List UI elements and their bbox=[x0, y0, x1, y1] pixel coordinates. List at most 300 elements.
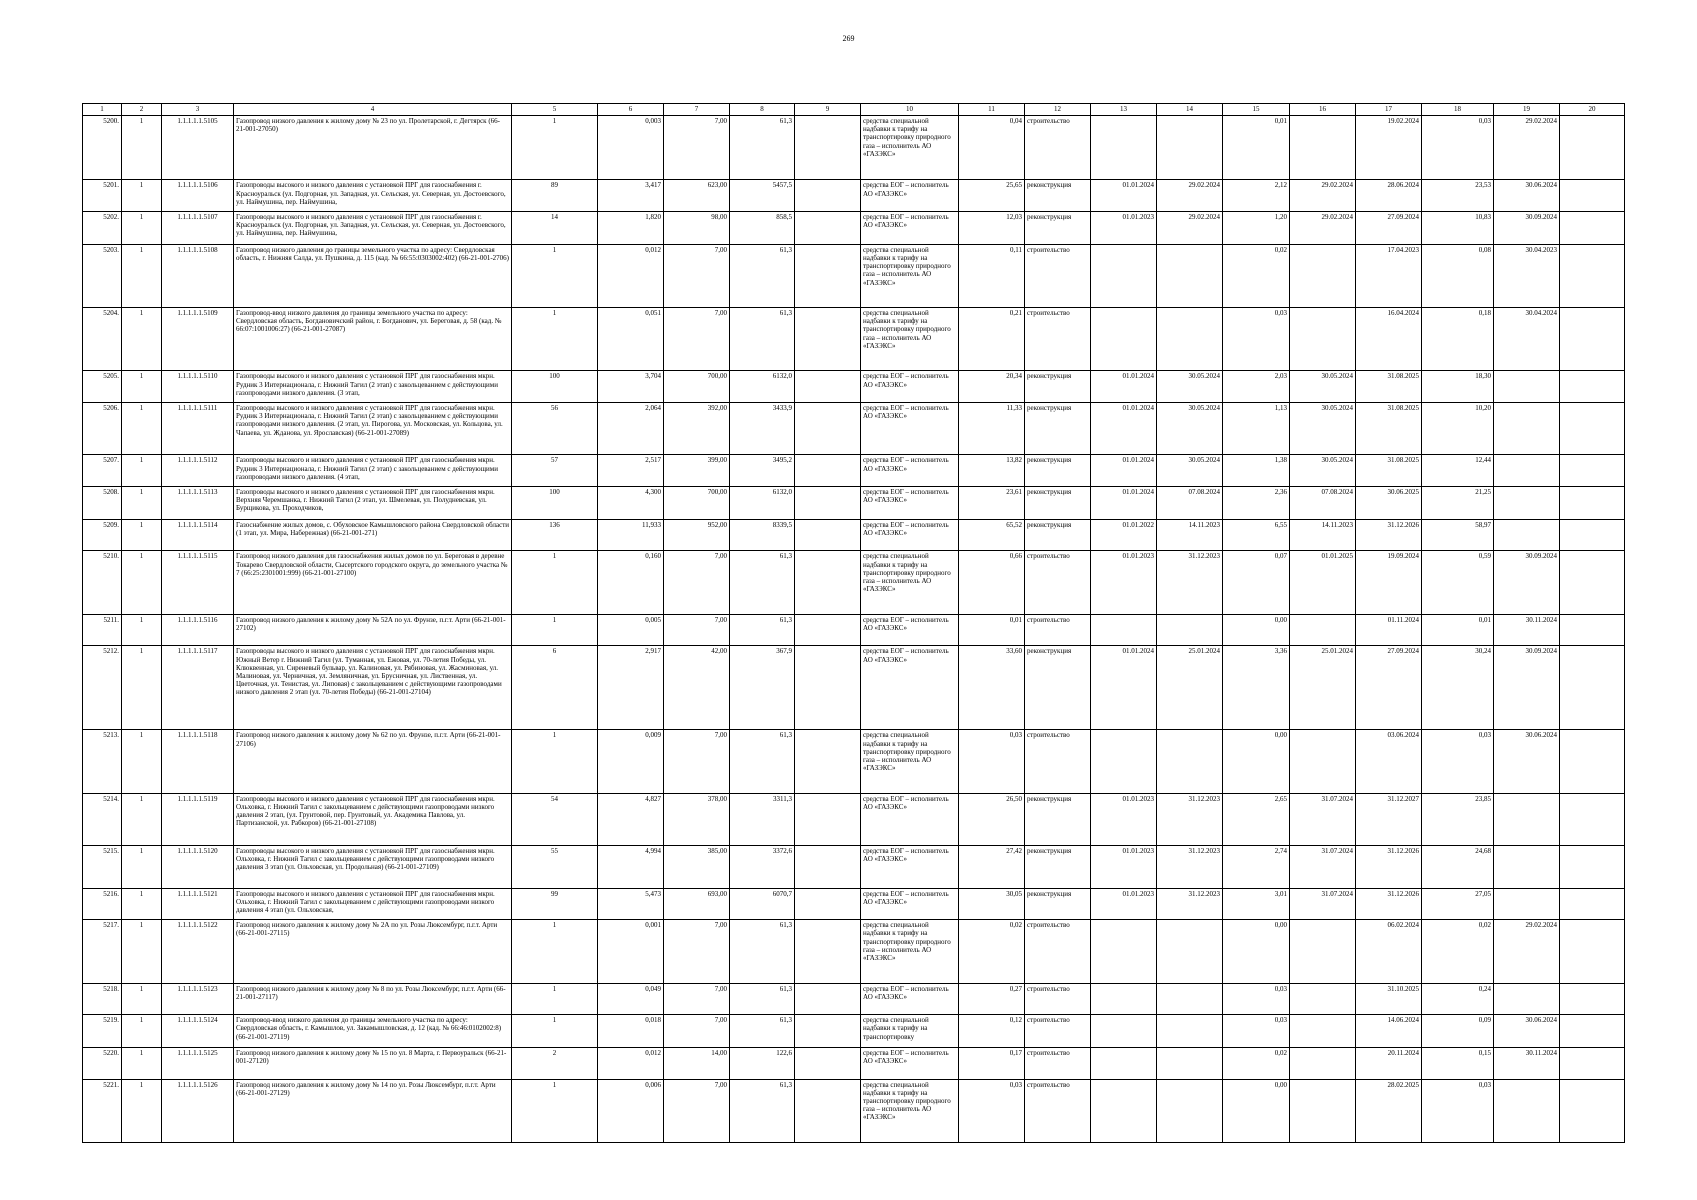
cell-col5: 56 bbox=[512, 403, 598, 455]
object-code: 1.1.1.1.1.5119 bbox=[162, 793, 234, 845]
end-date bbox=[1157, 920, 1223, 983]
cell-col5: 99 bbox=[512, 888, 598, 920]
cell-col20 bbox=[1560, 1047, 1625, 1079]
table-row bbox=[83, 180, 1625, 212]
table-row bbox=[83, 403, 1625, 455]
row-number: 5200. bbox=[83, 116, 122, 180]
cell-col2: 1 bbox=[122, 846, 162, 889]
object-name: Газопровод-ввод низкого давления до границы земельного участка по адресу: Свердловская область, г. Камышлов, ул. Закамышловская, д. 12 (кад. № 66:46:0102002:8) (66-21-001-27119) bbox=[234, 1015, 512, 1048]
cell-col18: 23,53 bbox=[1422, 180, 1494, 212]
cell-col6: 1,820 bbox=[598, 212, 664, 245]
end-date: 30.05.2024 bbox=[1157, 371, 1223, 403]
cell-col17: 31.08.2025 bbox=[1356, 371, 1422, 403]
cell-col20 bbox=[1560, 646, 1625, 730]
work-type: строительство bbox=[1025, 116, 1091, 180]
funding-source: средства специальной надбавки к тарифу на транспортировку bbox=[861, 1015, 959, 1048]
object-name: Газопроводы высокого и низкого давления с установкой ПРГ для газоснабжения мкрн. Верхняя Черемшанка, г. Нижний Тагил (2 этап, ул. Шмелевая, ул. Полудневская, ул. Бурщикова, ул. Проходчиков, bbox=[234, 487, 512, 520]
table-row bbox=[83, 920, 1625, 983]
cell-col15: 0,03 bbox=[1223, 308, 1290, 371]
table-row bbox=[83, 1015, 1625, 1048]
cell-col9 bbox=[795, 983, 861, 1015]
funding-source: средства специальной надбавки к тарифу на транспортировку природного газа – исполнитель АО «ГАЗЭКС» bbox=[861, 1079, 959, 1142]
cell-col11: 0,12 bbox=[959, 1015, 1025, 1048]
column-number: 16 bbox=[1290, 104, 1356, 116]
cell-col11: 0,04 bbox=[959, 116, 1025, 180]
column-number: 3 bbox=[162, 104, 234, 116]
row-number: 5213. bbox=[83, 730, 122, 793]
cell-col17: 30.06.2025 bbox=[1356, 487, 1422, 520]
cell-col7: 392,00 bbox=[664, 403, 730, 455]
table-row bbox=[83, 308, 1625, 371]
cell-col19: 30.06.2024 bbox=[1494, 180, 1560, 212]
cell-col2: 1 bbox=[122, 920, 162, 983]
cell-col9 bbox=[795, 614, 861, 646]
cell-col5: 1 bbox=[512, 614, 598, 646]
object-code: 1.1.1.1.1.5114 bbox=[162, 519, 234, 551]
cell-col18: 0,24 bbox=[1422, 983, 1494, 1015]
column-number: 14 bbox=[1157, 104, 1223, 116]
start-date: 01.01.2024 bbox=[1091, 403, 1157, 455]
cell-col7: 700,00 bbox=[664, 371, 730, 403]
cell-col2: 1 bbox=[122, 1015, 162, 1048]
row-number: 5208. bbox=[83, 487, 122, 520]
row-number: 5203. bbox=[83, 244, 122, 307]
column-number: 20 bbox=[1560, 104, 1625, 116]
table-row bbox=[83, 793, 1625, 845]
cell-col17: 01.11.2024 bbox=[1356, 614, 1422, 646]
cell-col16: 01.01.2025 bbox=[1290, 551, 1356, 614]
cell-col11: 0,27 bbox=[959, 983, 1025, 1015]
cell-col9 bbox=[795, 1047, 861, 1079]
cell-col8: 5457,5 bbox=[730, 180, 795, 212]
cell-col8: 61,3 bbox=[730, 308, 795, 371]
start-date: 01.01.2023 bbox=[1091, 846, 1157, 889]
column-number: 5 bbox=[512, 104, 598, 116]
cell-col7: 385,00 bbox=[664, 846, 730, 889]
cell-col19 bbox=[1494, 888, 1560, 920]
cell-col8: 367,9 bbox=[730, 646, 795, 730]
cell-col2: 1 bbox=[122, 212, 162, 245]
funding-source: средства специальной надбавки к тарифу на транспортировку природного газа – исполнитель АО «ГАЗЭКС» bbox=[861, 730, 959, 793]
row-number: 5221. bbox=[83, 1079, 122, 1142]
funding-source: средства специальной надбавки к тарифу на транспортировку природного газа – исполнитель АО «ГАЗЭКС» bbox=[861, 920, 959, 983]
cell-col11: 0,11 bbox=[959, 244, 1025, 307]
cell-col15: 0,02 bbox=[1223, 1047, 1290, 1079]
cell-col8: 61,3 bbox=[730, 730, 795, 793]
cell-col11: 0,01 bbox=[959, 614, 1025, 646]
work-type: реконструкция bbox=[1025, 793, 1091, 845]
cell-col20 bbox=[1560, 920, 1625, 983]
cell-col20 bbox=[1560, 793, 1625, 845]
cell-col15: 0,07 bbox=[1223, 551, 1290, 614]
end-date bbox=[1157, 730, 1223, 793]
cell-col5: 1 bbox=[512, 244, 598, 307]
cell-col20 bbox=[1560, 519, 1625, 551]
cell-col18: 0,03 bbox=[1422, 730, 1494, 793]
cell-col6: 3,417 bbox=[598, 180, 664, 212]
end-date: 31.12.2023 bbox=[1157, 551, 1223, 614]
object-code: 1.1.1.1.1.5117 bbox=[162, 646, 234, 730]
row-number: 5209. bbox=[83, 519, 122, 551]
cell-col16: 30.05.2024 bbox=[1290, 371, 1356, 403]
cell-col7: 7,00 bbox=[664, 1079, 730, 1142]
cell-col11: 26,50 bbox=[959, 793, 1025, 845]
cell-col20 bbox=[1560, 730, 1625, 793]
cell-col18: 12,44 bbox=[1422, 455, 1494, 487]
object-name: Газопровод-ввод низкого давления до границы земельного участка по адресу: Свердловская область, Богдановичский район, г. Богданович, ул. Береговая, д. 58 (кад. № 66:07:1001006:27) (66-21-001-27087) bbox=[234, 308, 512, 371]
cell-col6: 4,994 bbox=[598, 846, 664, 889]
table-row bbox=[83, 244, 1625, 307]
start-date bbox=[1091, 1047, 1157, 1079]
cell-col6: 3,704 bbox=[598, 371, 664, 403]
cell-col19: 30.04.2023 bbox=[1494, 244, 1560, 307]
cell-col6: 0,051 bbox=[598, 308, 664, 371]
cell-col6: 2,517 bbox=[598, 455, 664, 487]
cell-col18: 0,01 bbox=[1422, 614, 1494, 646]
cell-col9 bbox=[795, 730, 861, 793]
cell-col18: 23,85 bbox=[1422, 793, 1494, 845]
column-number-row bbox=[83, 104, 1625, 116]
cell-col5: 57 bbox=[512, 455, 598, 487]
cell-col19: 29.02.2024 bbox=[1494, 920, 1560, 983]
cell-col18: 30,24 bbox=[1422, 646, 1494, 730]
cell-col5: 1 bbox=[512, 1079, 598, 1142]
cell-col6: 0,012 bbox=[598, 244, 664, 307]
cell-col8: 61,3 bbox=[730, 116, 795, 180]
cell-col15: 0,00 bbox=[1223, 730, 1290, 793]
end-date: 30.05.2024 bbox=[1157, 455, 1223, 487]
cell-col15: 1,20 bbox=[1223, 212, 1290, 245]
cell-col2: 1 bbox=[122, 308, 162, 371]
cell-col7: 7,00 bbox=[664, 244, 730, 307]
cell-col2: 1 bbox=[122, 371, 162, 403]
funding-source: средства ЕОГ – исполнитель АО «ГАЗЭКС» bbox=[861, 1047, 959, 1079]
cell-col7: 7,00 bbox=[664, 551, 730, 614]
cell-col7: 7,00 bbox=[664, 1015, 730, 1048]
object-code: 1.1.1.1.1.5110 bbox=[162, 371, 234, 403]
cell-col11: 30,05 bbox=[959, 888, 1025, 920]
object-name: Газопроводы высокого и низкого давления с установкой ПРГ для газоснабжения мкрн. Рудник 3 Интернационала, г. Нижний Тагил (2 этап) с закольцеванием с действующими газопроводами низкого давления. (4 этап, bbox=[234, 455, 512, 487]
work-type: реконструкция bbox=[1025, 846, 1091, 889]
funding-source: средства ЕОГ – исполнитель АО «ГАЗЭКС» bbox=[861, 371, 959, 403]
object-code: 1.1.1.1.1.5106 bbox=[162, 180, 234, 212]
table-row bbox=[83, 371, 1625, 403]
cell-col18: 0,59 bbox=[1422, 551, 1494, 614]
cell-col11: 33,60 bbox=[959, 646, 1025, 730]
cell-col19 bbox=[1494, 487, 1560, 520]
cell-col20 bbox=[1560, 614, 1625, 646]
cell-col8: 61,3 bbox=[730, 983, 795, 1015]
cell-col5: 54 bbox=[512, 793, 598, 845]
object-name: Газопроводы высокого и низкого давления с установкой ПРГ для газоснабжения мкрн. Рудник 3 Интернационала, г. Нижний Тагил (2 этап) с закольцеванием с действующими газопроводами низкого давления. (2 этап, ул. Пирогова, ул. Московская, ул. Кольцова, ул. Чапаева, ул. Жданова, ул. Ярославская) (66-21-001-27089) bbox=[234, 403, 512, 455]
cell-col2: 1 bbox=[122, 1047, 162, 1079]
cell-col20 bbox=[1560, 1015, 1625, 1048]
cell-col15: 0,02 bbox=[1223, 244, 1290, 307]
cell-col18: 10,83 bbox=[1422, 212, 1494, 245]
start-date bbox=[1091, 308, 1157, 371]
cell-col9 bbox=[795, 244, 861, 307]
cell-col11: 25,65 bbox=[959, 180, 1025, 212]
cell-col20 bbox=[1560, 212, 1625, 245]
cell-col19 bbox=[1494, 455, 1560, 487]
object-code: 1.1.1.1.1.5121 bbox=[162, 888, 234, 920]
cell-col5: 6 bbox=[512, 646, 598, 730]
table-row bbox=[83, 1079, 1625, 1142]
cell-col17: 31.12.2026 bbox=[1356, 519, 1422, 551]
funding-source: средства ЕОГ – исполнитель АО «ГАЗЭКС» bbox=[861, 455, 959, 487]
work-type: реконструкция bbox=[1025, 371, 1091, 403]
row-number: 5204. bbox=[83, 308, 122, 371]
cell-col18: 0,09 bbox=[1422, 1015, 1494, 1048]
cell-col11: 0,02 bbox=[959, 920, 1025, 983]
end-date: 25.01.2024 bbox=[1157, 646, 1223, 730]
cell-col9 bbox=[795, 646, 861, 730]
cell-col19 bbox=[1494, 519, 1560, 551]
column-number: 15 bbox=[1223, 104, 1290, 116]
start-date: 01.01.2023 bbox=[1091, 212, 1157, 245]
column-number: 11 bbox=[959, 104, 1025, 116]
end-date bbox=[1157, 116, 1223, 180]
cell-col5: 100 bbox=[512, 371, 598, 403]
cell-col6: 0,006 bbox=[598, 1079, 664, 1142]
cell-col8: 61,3 bbox=[730, 1079, 795, 1142]
cell-col6: 0,009 bbox=[598, 730, 664, 793]
object-code: 1.1.1.1.1.5124 bbox=[162, 1015, 234, 1048]
table-row bbox=[83, 614, 1625, 646]
cell-col15: 2,74 bbox=[1223, 846, 1290, 889]
column-number: 8 bbox=[730, 104, 795, 116]
start-date bbox=[1091, 244, 1157, 307]
column-number: 7 bbox=[664, 104, 730, 116]
cell-col19: 29.02.2024 bbox=[1494, 116, 1560, 180]
cell-col16 bbox=[1290, 308, 1356, 371]
object-code: 1.1.1.1.1.5109 bbox=[162, 308, 234, 371]
cell-col11: 11,33 bbox=[959, 403, 1025, 455]
funding-source: средства ЕОГ – исполнитель АО «ГАЗЭКС» bbox=[861, 983, 959, 1015]
cell-col11: 13,82 bbox=[959, 455, 1025, 487]
cell-col16: 07.08.2024 bbox=[1290, 487, 1356, 520]
object-code: 1.1.1.1.1.5112 bbox=[162, 455, 234, 487]
cell-col8: 122,6 bbox=[730, 1047, 795, 1079]
cell-col9 bbox=[795, 1079, 861, 1142]
column-number: 10 bbox=[861, 104, 959, 116]
funding-source: средства ЕОГ – исполнитель АО «ГАЗЭКС» bbox=[861, 614, 959, 646]
cell-col15: 0,01 bbox=[1223, 116, 1290, 180]
object-code: 1.1.1.1.1.5122 bbox=[162, 920, 234, 983]
cell-col19: 30.04.2024 bbox=[1494, 308, 1560, 371]
start-date bbox=[1091, 983, 1157, 1015]
cell-col17: 31.10.2025 bbox=[1356, 983, 1422, 1015]
cell-col15: 3,01 bbox=[1223, 888, 1290, 920]
object-name: Газопроводы высокого и низкого давления с установкой ПРГ для газоснабжения мкрн. Южный Ветер г. Нижний Тагил (ул. Туманная, ул. Ежовая, ул. 70-летия Победы, ул. Клюквенная, ул. Сиреневый бульвар, ул. Калиновая, ул. Рябиновая, ул. Жасминовая, ул. Малиновая, ул. Черничная, ул. Земляничная, ул. Брусничная, ул. Лиственная, ул. Цветочная, ул. Тенистая, ул. Липовая) с закольцеванием с действующими газопроводами низкого давления 2 этап (ул. 70-летия Победы) (66-21-001-27104) bbox=[234, 646, 512, 730]
object-name: Газопровод низкого давления для газоснабжения жилых домов по ул. Береговая в деревне Токарево Свердловской области, Сысертского городского округа, до земельного участка № 7 (66:25:2301001:999) (66-21-001-27100) bbox=[234, 551, 512, 614]
work-type: реконструкция bbox=[1025, 212, 1091, 245]
cell-col5: 14 bbox=[512, 212, 598, 245]
end-date: 31.12.2023 bbox=[1157, 793, 1223, 845]
cell-col5: 1 bbox=[512, 551, 598, 614]
object-name: Газопроводы высокого и низкого давления с установкой ПРГ для газоснабжения мкрн. Рудник 3 Интернационала, г. Нижний Тагил (2 этап) с закольцеванием с действующими газопроводами низкого давления. (3 этап, bbox=[234, 371, 512, 403]
cell-col19: 30.09.2024 bbox=[1494, 646, 1560, 730]
object-code: 1.1.1.1.1.5123 bbox=[162, 983, 234, 1015]
work-type: реконструкция bbox=[1025, 487, 1091, 520]
cell-col6: 4,827 bbox=[598, 793, 664, 845]
cell-col2: 1 bbox=[122, 888, 162, 920]
cell-col2: 1 bbox=[122, 730, 162, 793]
column-number: 1 bbox=[83, 104, 122, 116]
cell-col20 bbox=[1560, 551, 1625, 614]
work-type: реконструкция bbox=[1025, 455, 1091, 487]
start-date: 01.01.2023 bbox=[1091, 551, 1157, 614]
table-body bbox=[83, 104, 1625, 1143]
row-number: 5214. bbox=[83, 793, 122, 845]
cell-col9 bbox=[795, 519, 861, 551]
work-type: строительство bbox=[1025, 614, 1091, 646]
row-number: 5202. bbox=[83, 212, 122, 245]
cell-col5: 55 bbox=[512, 846, 598, 889]
cell-col18: 27,05 bbox=[1422, 888, 1494, 920]
cell-col20 bbox=[1560, 983, 1625, 1015]
cell-col17: 03.06.2024 bbox=[1356, 730, 1422, 793]
row-number: 5211. bbox=[83, 614, 122, 646]
cell-col19: 30.11.2024 bbox=[1494, 1047, 1560, 1079]
cell-col20 bbox=[1560, 846, 1625, 889]
cell-col7: 693,00 bbox=[664, 888, 730, 920]
object-code: 1.1.1.1.1.5120 bbox=[162, 846, 234, 889]
column-number: 18 bbox=[1422, 104, 1494, 116]
cell-col9 bbox=[795, 793, 861, 845]
start-date: 01.01.2024 bbox=[1091, 455, 1157, 487]
table-row bbox=[83, 519, 1625, 551]
row-number: 5217. bbox=[83, 920, 122, 983]
work-type: строительство bbox=[1025, 308, 1091, 371]
cell-col18: 21,25 bbox=[1422, 487, 1494, 520]
work-type: строительство bbox=[1025, 1047, 1091, 1079]
column-number: 4 bbox=[234, 104, 512, 116]
work-type: реконструкция bbox=[1025, 646, 1091, 730]
end-date: 07.08.2024 bbox=[1157, 487, 1223, 520]
cell-col5: 136 bbox=[512, 519, 598, 551]
cell-col8: 3433,9 bbox=[730, 403, 795, 455]
cell-col6: 0,049 bbox=[598, 983, 664, 1015]
object-name: Газопровод низкого давления к жилому дому № 8 по ул. Розы Люксембург, п.г.т. Арти (66-21-001-27117) bbox=[234, 983, 512, 1015]
work-type: реконструкция bbox=[1025, 180, 1091, 212]
cell-col6: 0,018 bbox=[598, 1015, 664, 1048]
cell-col6: 2,064 bbox=[598, 403, 664, 455]
cell-col17: 28.06.2024 bbox=[1356, 180, 1422, 212]
cell-col16 bbox=[1290, 1015, 1356, 1048]
cell-col6: 11,933 bbox=[598, 519, 664, 551]
cell-col11: 65,52 bbox=[959, 519, 1025, 551]
cell-col17: 14.06.2024 bbox=[1356, 1015, 1422, 1048]
cell-col17: 31.08.2025 bbox=[1356, 403, 1422, 455]
work-type: реконструкция bbox=[1025, 403, 1091, 455]
row-number: 5212. bbox=[83, 646, 122, 730]
row-number: 5220. bbox=[83, 1047, 122, 1079]
cell-col9 bbox=[795, 1015, 861, 1048]
cell-col2: 1 bbox=[122, 983, 162, 1015]
cell-col15: 0,03 bbox=[1223, 983, 1290, 1015]
row-number: 5206. bbox=[83, 403, 122, 455]
cell-col8: 61,3 bbox=[730, 1015, 795, 1048]
start-date bbox=[1091, 920, 1157, 983]
cell-col20 bbox=[1560, 244, 1625, 307]
cell-col11: 0,17 bbox=[959, 1047, 1025, 1079]
cell-col11: 0,03 bbox=[959, 1079, 1025, 1142]
row-number: 5215. bbox=[83, 846, 122, 889]
cell-col7: 399,00 bbox=[664, 455, 730, 487]
cell-col17: 19.02.2024 bbox=[1356, 116, 1422, 180]
end-date: 30.05.2024 bbox=[1157, 403, 1223, 455]
cell-col16: 31.07.2024 bbox=[1290, 888, 1356, 920]
end-date bbox=[1157, 1079, 1223, 1142]
cell-col18: 0,03 bbox=[1422, 116, 1494, 180]
page-number: 269 bbox=[842, 34, 855, 43]
cell-col15: 3,36 bbox=[1223, 646, 1290, 730]
cell-col18: 0,08 bbox=[1422, 244, 1494, 307]
cell-col15: 2,12 bbox=[1223, 180, 1290, 212]
cell-col19 bbox=[1494, 1079, 1560, 1142]
table-row bbox=[83, 983, 1625, 1015]
cell-col5: 2 bbox=[512, 1047, 598, 1079]
cell-col11: 27,42 bbox=[959, 846, 1025, 889]
cell-col18: 0,18 bbox=[1422, 308, 1494, 371]
object-code: 1.1.1.1.1.5115 bbox=[162, 551, 234, 614]
cell-col16 bbox=[1290, 614, 1356, 646]
cell-col2: 1 bbox=[122, 116, 162, 180]
cell-col5: 1 bbox=[512, 116, 598, 180]
table-row bbox=[83, 1047, 1625, 1079]
cell-col15: 0,03 bbox=[1223, 1015, 1290, 1048]
work-type: строительство bbox=[1025, 244, 1091, 307]
object-name: Газопроводы высокого и низкого давления с установкой ПРГ для газоснабжения мкрн. Ольховка, г. Нижний Тагил с закольцеванием с действующими газопроводами низкого давления 2 этап, (ул. Грунтовой, пер. Грунтовый, ул. Академика Павлова, ул. Партизанской, ул. Рабкоров) (66-21-001-27108) bbox=[234, 793, 512, 845]
cell-col16: 31.07.2024 bbox=[1290, 793, 1356, 845]
cell-col6: 0,012 bbox=[598, 1047, 664, 1079]
cell-col20 bbox=[1560, 888, 1625, 920]
object-code: 1.1.1.1.1.5118 bbox=[162, 730, 234, 793]
cell-col11: 0,03 bbox=[959, 730, 1025, 793]
table-row bbox=[83, 846, 1625, 889]
cell-col19 bbox=[1494, 983, 1560, 1015]
cell-col16: 29.02.2024 bbox=[1290, 212, 1356, 245]
cell-col8: 3311,3 bbox=[730, 793, 795, 845]
object-name: Газопровод низкого давления к жилому дому № 2А по ул. Розы Люксембург, п.г.т. Арти (66-21-001-27115) bbox=[234, 920, 512, 983]
funding-source: средства специальной надбавки к тарифу на транспортировку природного газа – исполнитель АО «ГАЗЭКС» bbox=[861, 308, 959, 371]
cell-col9 bbox=[795, 888, 861, 920]
object-name: Газопроводы высокого и низкого давления с установкой ПРГ для газоснабжения мкрн. Ольховка, г. Нижний Тагил с закольцеванием с действующими газопроводами низкого давления 4 этап (ул. Ольховская, bbox=[234, 888, 512, 920]
row-number: 5219. bbox=[83, 1015, 122, 1048]
cell-col9 bbox=[795, 551, 861, 614]
funding-source: средства ЕОГ – исполнитель АО «ГАЗЭКС» bbox=[861, 793, 959, 845]
cell-col11: 0,66 bbox=[959, 551, 1025, 614]
column-number: 6 bbox=[598, 104, 664, 116]
start-date: 01.01.2024 bbox=[1091, 180, 1157, 212]
cell-col17: 27.09.2024 bbox=[1356, 212, 1422, 245]
cell-col18: 24,68 bbox=[1422, 846, 1494, 889]
work-type: строительство bbox=[1025, 730, 1091, 793]
cell-col2: 1 bbox=[122, 646, 162, 730]
table-row bbox=[83, 455, 1625, 487]
cell-col17: 27.09.2024 bbox=[1356, 646, 1422, 730]
cell-col20 bbox=[1560, 308, 1625, 371]
cell-col5: 89 bbox=[512, 180, 598, 212]
object-name: Газопровод низкого давления к жилому дому № 14 по ул. Розы Люксембург, п.г.т. Арти (66-21-001-27129) bbox=[234, 1079, 512, 1142]
cell-col15: 2,36 bbox=[1223, 487, 1290, 520]
cell-col2: 1 bbox=[122, 403, 162, 455]
cell-col6: 0,005 bbox=[598, 614, 664, 646]
cell-col7: 7,00 bbox=[664, 614, 730, 646]
table-row bbox=[83, 212, 1625, 245]
funding-source: средства специальной надбавки к тарифу на транспортировку природного газа – исполнитель АО «ГАЗЭКС» bbox=[861, 244, 959, 307]
